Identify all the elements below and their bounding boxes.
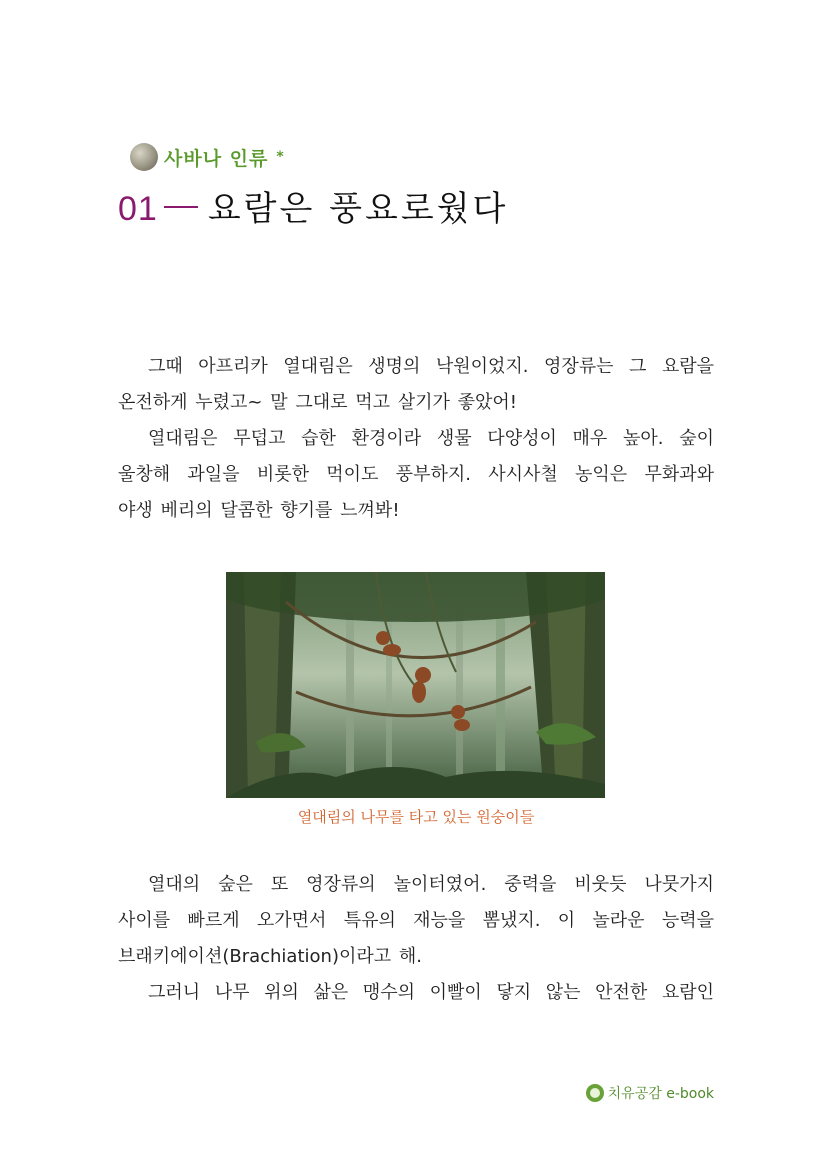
footer-brand: [586, 1083, 714, 1103]
section-icon: [130, 143, 158, 171]
chapter-number: 01: [118, 190, 158, 228]
footer-label: 치유공감 e-book: [607, 1086, 714, 1102]
text-line: 열대림은 무덥고 습한 환경이라 생물 다양성이 매우 높아. 숲이: [148, 428, 714, 449]
text-line: 열대의 숲은 또 영장류의 놀이터였어. 중력을 비웃듯 나뭇가지: [148, 874, 714, 895]
paragraph-2: [118, 421, 714, 529]
text-line: 야생 베리의 달콤한 향기를 느껴봐!: [118, 500, 400, 521]
text-line: 온전하게 누렸고~ 말 그대로 먹고 살기가 좋았어!: [118, 392, 517, 413]
section-header: [130, 143, 284, 171]
figure-caption: 열대림의 나무를 타고 있는 원숭이들: [297, 808, 535, 826]
text-line: 그때 아프리카 열대림은 생명의 낙원이었지. 영장류는 그 요람을: [148, 356, 714, 377]
text-line: 브래키에이션(Brachiation)이라고 해.: [118, 946, 422, 967]
chapter-dash: [164, 206, 198, 208]
text-line: 그러니 나무 위의 삶은 맹수의 이빨이 닿지 않는 안전한 요람인: [148, 982, 714, 1003]
chapter-heading: [118, 181, 508, 230]
section-mark: *: [276, 149, 284, 165]
paragraph-3: [118, 867, 714, 975]
photo-illustration: [226, 572, 605, 798]
text-line: 사이를 빠르게 오가면서 특유의 재능을 뽐냈지. 이 놀라운 능력을: [118, 910, 714, 931]
rainforest-monkeys-photo: [226, 572, 605, 798]
chapter-title: 요람은 풍요로웠다: [207, 189, 509, 229]
section-label: 사바나 인류: [164, 147, 269, 170]
paragraph-1: [118, 349, 714, 421]
paragraph-4: [118, 975, 714, 1011]
text-line: 울창해 과일을 비롯한 먹이도 풍부하지. 사시사철 농익은 무화과와: [118, 464, 714, 485]
leaf-logo-icon: [586, 1084, 604, 1102]
